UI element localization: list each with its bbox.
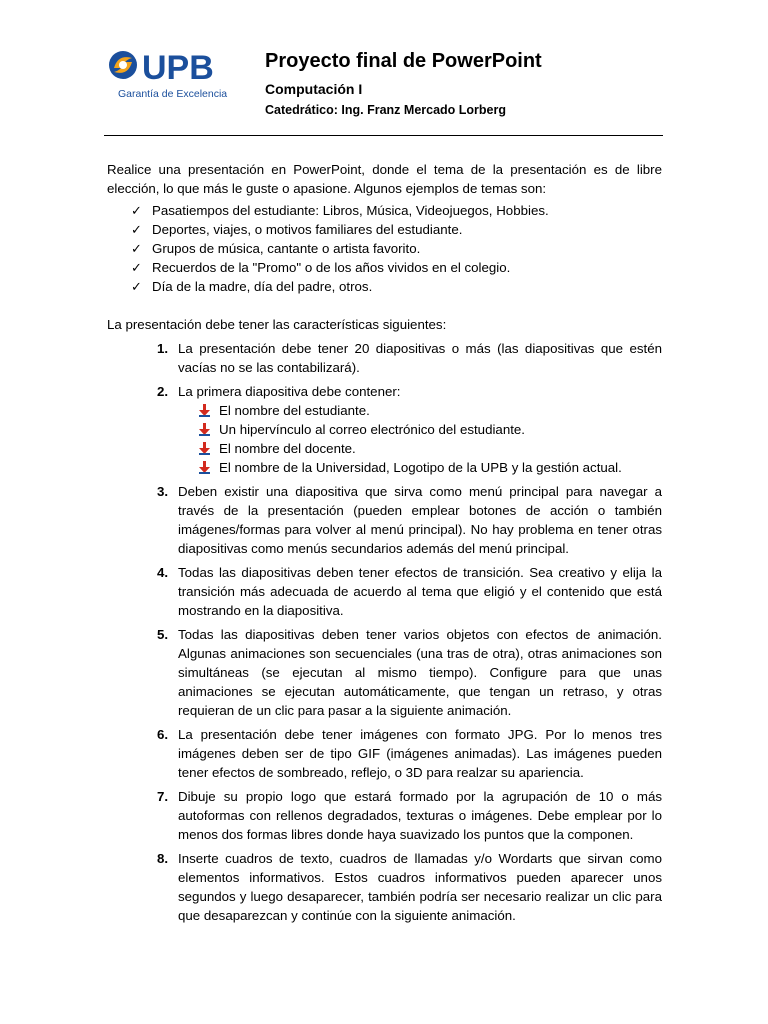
requirement-text: La presentación debe tener 20 diapositivas o más (las diapositivas que estén vacías no se las contabilizará). [178, 341, 662, 375]
requirement-item [157, 787, 662, 844]
requirements-intro: La presentación debe tener las características siguientes: [107, 317, 447, 332]
requirement-number: 2. [157, 384, 169, 399]
requirement-number: 7. [157, 789, 169, 804]
first-slide-text: El nombre de la Universidad, Logotipo de la UPB y la gestión actual. [219, 460, 622, 475]
logo-tagline: Garantía de Excelencia [118, 88, 228, 100]
topic-item [131, 258, 662, 277]
requirement-text: Deben existir una diapositiva que sirva como menú principal para navegar a través de la presentación (pueden emplear botones de acción o también imágenes/formas para volver al menú principal). No hay problema en tener otras diapositivas como menús secundarios además del menú principal. [178, 484, 662, 556]
requirement-item [157, 382, 662, 477]
down-arrow-icon [198, 404, 211, 417]
checkmark-icon: ✓ [131, 279, 142, 294]
first-slide-item [198, 401, 662, 420]
requirement-text: Todas las diapositivas deben tener efectos de transición. Sea creativo y elija la transición más adecuada de acuerdo al tema que eligió y el contenido que está mostrando en la diapositiva. [178, 565, 662, 618]
requirements-list [107, 339, 662, 925]
requirement-text: Dibuje su propio logo que estará formado por la agrupación de 10 o más autoformas con rellenos degradados, texturas o imágenes. Debe emplear por lo menos dos formas libres donde haya suavizado los puntos que la componen. [178, 789, 662, 842]
checkmark-icon: ✓ [131, 203, 142, 218]
topic-item [131, 239, 662, 258]
requirement-text: La primera diapositiva debe contener: [178, 384, 401, 399]
requirement-item [157, 725, 662, 782]
topic-text: Día de la madre, día del padre, otros. [152, 279, 373, 294]
requirement-text: Inserte cuadros de texto, cuadros de llamadas y/o Wordarts que sirvan como elementos informativos. Estos cuadros informativos pueden aparecer unos segundos y luego desaparecer, también podría ser necesario realizar un clic para que desaparezcan y continúe con la siguiente animación. [178, 851, 662, 923]
requirement-number: 6. [157, 727, 169, 742]
topic-text: Deportes, viajes, o motivos familiares del estudiante. [152, 222, 463, 237]
topic-text: Grupos de música, cantante o artista favorito. [152, 241, 421, 256]
requirement-number: 1. [157, 341, 169, 356]
first-slide-item [198, 458, 662, 477]
document-body [107, 160, 662, 930]
upb-logo-mark [106, 46, 246, 86]
requirement-item [157, 849, 662, 925]
requirement-number: 8. [157, 851, 169, 866]
requirement-number: 3. [157, 484, 169, 499]
first-slide-list [178, 401, 662, 477]
logo-wordmark: UPB [142, 49, 214, 86]
requirement-item [157, 625, 662, 720]
topic-text: Pasatiempos del estudiante: Libros, Música, Videojuegos, Hobbies. [152, 203, 549, 218]
header-divider [104, 135, 663, 136]
document-title: Proyecto final de PowerPoint [265, 50, 542, 72]
intro-paragraph: Realice una presentación en PowerPoint, donde el tema de la presentación es de libre elección, lo que más le guste o apasione. Algunos ejemplos de temas son: [107, 162, 662, 196]
down-arrow-icon [198, 461, 211, 474]
topic-item [131, 277, 662, 296]
checkmark-icon: ✓ [131, 241, 142, 256]
down-arrow-icon [198, 442, 211, 455]
checkmark-icon: ✓ [131, 260, 142, 275]
first-slide-text: El nombre del docente. [219, 441, 356, 456]
requirement-item [157, 563, 662, 620]
first-slide-item [198, 439, 662, 458]
first-slide-item [198, 420, 662, 439]
requirement-item [157, 482, 662, 558]
requirement-item [157, 339, 662, 377]
upb-logo [106, 46, 244, 104]
first-slide-text: Un hipervínculo al correo electrónico del estudiante. [219, 422, 526, 437]
topic-item [131, 201, 662, 220]
requirement-number: 5. [157, 627, 169, 642]
down-arrow-icon [198, 423, 211, 436]
checkmark-icon: ✓ [131, 222, 142, 237]
topic-text: Recuerdos de la "Promo" o de los años vividos en el colegio. [152, 260, 511, 275]
requirement-text: La presentación debe tener imágenes con formato JPG. Por lo menos tres imágenes deben ser de tipo GIF (imágenes animadas). Las imágenes pueden tener efectos de sombreado, reflejo, o 3D para realzar su apariencia. [178, 727, 662, 780]
requirement-number: 4. [157, 565, 169, 580]
topic-list [107, 201, 662, 296]
first-slide-text: El nombre del estudiante. [219, 403, 370, 418]
teacher-name: Catedrático: Ing. Franz Mercado Lorberg [265, 103, 507, 117]
topic-item [131, 220, 662, 239]
requirement-text: Todas las diapositivas deben tener varios objetos con efectos de animación. Algunas animaciones son secuenciales (una tras de otra), otras animaciones son simultáneas (se ejecutan al mismo tiempo). Configure para que unas animaciones se ejecutan automáticamente, que tengan un retraso, y otras requieran de un clic para pasar a la siguiente animación. [178, 627, 662, 718]
course-name: Computación I [265, 81, 363, 97]
